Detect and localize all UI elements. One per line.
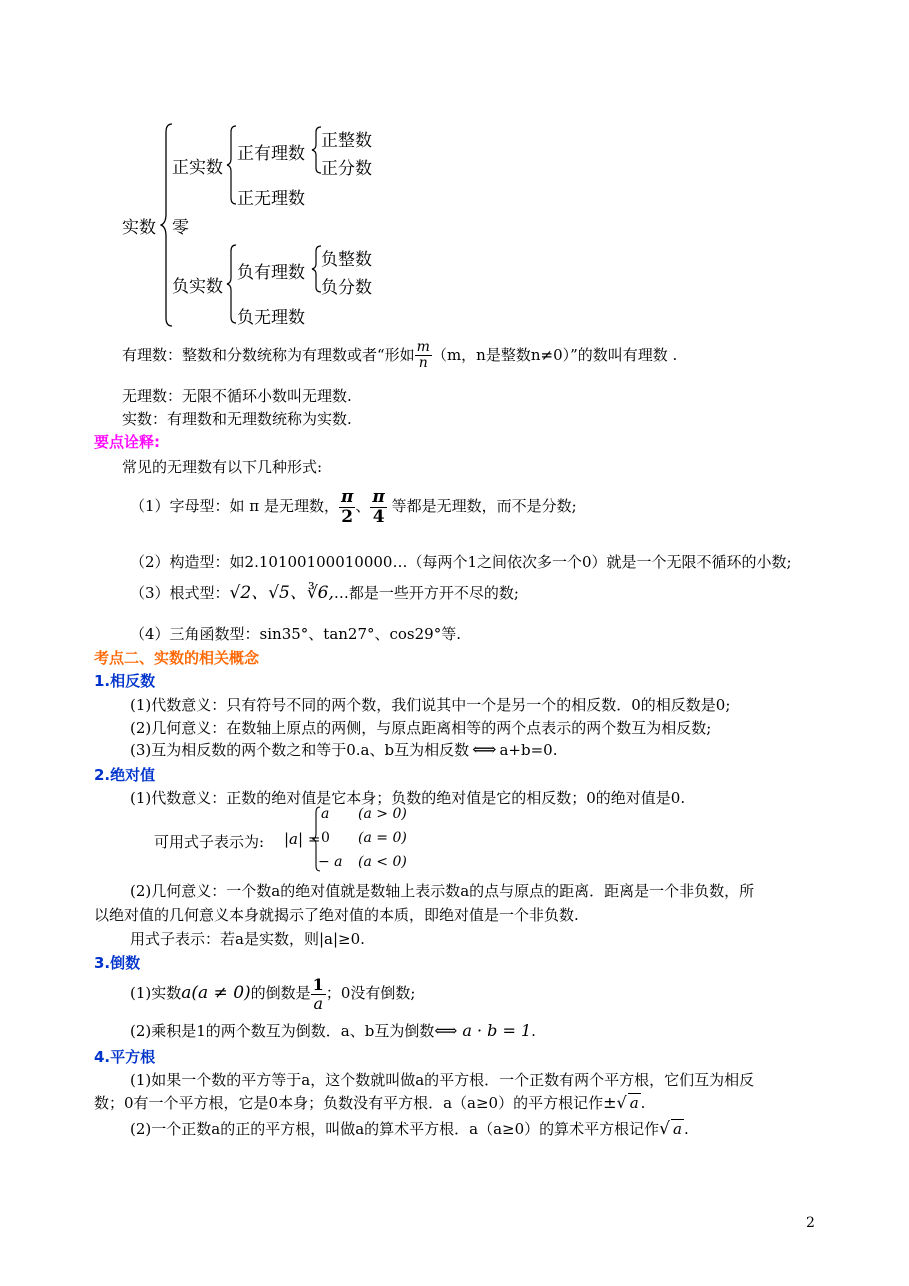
tree-positive: 正实数 — [172, 158, 223, 178]
opposite-line-2: (2)几何意义：在数轴上原点的两侧，与原点距离相等的两个点表示的两个数互为相反数; — [130, 719, 712, 737]
absolute-line-3: 用式子表示：若a是实数，则|a|≥0. — [130, 930, 365, 948]
rational-definition: 有理数：整数和分数统称为有理数或者“形如 $\frac{m}{n}$ （m，n是整数n≠0）”的数叫有理数 . — [122, 339, 678, 372]
page-number: 2 — [806, 1215, 815, 1231]
absolute-line-2a: (2)几何意义：一个数a的绝对值就是数轴上表示数a的点与原点的距离．距离是一个非负数，所 — [130, 882, 755, 900]
pi-over-2-fraction: $\frac{\pi}{2}$ — [340, 487, 354, 527]
arith-sqrt-a-radicand: a — [672, 1120, 682, 1138]
opposite-line-1: (1)代数意义：只有符号不同的两个数，我们说其中一个是另一个的相反数．0的相反数是0; — [130, 696, 731, 714]
sqrt-line-1a: (1)如果一个数的平方等于a，这个数就叫做a的平方根．一个正数有两个平方根，它们互为相反 — [130, 1071, 755, 1089]
tree-negative-rational: 负有理数 — [237, 263, 305, 283]
absolute-line-2b: 以绝对值的几何意义本身就揭示了绝对值的本质，即绝对值是一个非负数. — [94, 906, 579, 924]
notes-item-4: （4）三角函数型：sin35°、tan27°、cos29°等. — [130, 625, 461, 643]
notes-item-1: （1）字母型：如 π 是无理数， $\frac{\pi}{2}$ 、 $\frac{\pi}{4}$ 等都是无理数，而不是分数; — [130, 487, 577, 527]
notes-item-2: （2）构造型：如2.10100100010000…（每两个1之间依次多一个0）就是一个无限不循环的小数; — [130, 553, 792, 571]
a-not-zero-expression: a(a ≠ 0) — [181, 983, 251, 1004]
notes-heading: 要点诠释: — [94, 433, 160, 451]
tree-negative-integer: 负整数 — [321, 250, 372, 270]
absolute-line-1: (1)代数意义：正数的绝对值是它本身；负数的绝对值是它的相反数；0的绝对值是0. — [130, 789, 686, 807]
tree-negative: 负实数 — [172, 277, 223, 297]
section2-heading: 考点二、实数的相关概念 — [94, 649, 260, 667]
notes-intro: 常见的无理数有以下几种形式: — [122, 458, 323, 476]
absolute-title: 2.绝对值 — [94, 766, 156, 784]
tree-negative-fraction: 负分数 — [321, 278, 372, 298]
tree-positive-rational: 正有理数 — [237, 144, 305, 164]
m-over-n-fraction: $\frac{m}{n}$ — [416, 339, 430, 372]
reciprocal-line-1: (1)实数a(a ≠ 0)的倒数是 $\frac{1}{a}$ ；0没有倒数; — [130, 975, 416, 1013]
reciprocal-line-2: (2)乘积是1的两个数互为倒数．a、b互为倒数⟺ a · b = 1. — [130, 1021, 536, 1040]
sqrt-title: 4.平方根 — [94, 1048, 156, 1066]
reciprocal-title: 3.倒数 — [94, 954, 141, 972]
notes-item-3: （3）根式型：√2、√5、∛6,…都是一些开方开不尽的数; — [130, 583, 519, 603]
reciprocal-expression: ⟺ a · b = 1 — [434, 1021, 532, 1040]
irrational-definition: 无理数：无限不循环小数叫无理数. — [122, 387, 352, 405]
absolute-formula-label: 可用式子表示为: — [154, 833, 265, 851]
absolute-formula-lhs: |a| = — [284, 830, 321, 848]
sqrt-line-1b: 数；0有一个平方根，它是0本身；负数没有平方根．a（a≥0）的平方根记作±√ a . — [94, 1093, 646, 1112]
opposite-title: 1.相反数 — [94, 672, 156, 690]
pi-over-4-fraction: $\frac{\pi}{4}$ — [372, 487, 385, 527]
tree-positive-fraction: 正分数 — [321, 159, 372, 179]
sqrt-line-2: (2)一个正数a的正的平方根，叫做a的算术平方根．a（a≥0）的算术平方根记作√ a . — [130, 1119, 689, 1139]
iff-arrow-icon: ⟺ — [472, 740, 497, 760]
tree-zero: 零 — [172, 218, 189, 238]
sqrt-a-radicand: a — [629, 1094, 639, 1112]
tree-positive-irrational: 正无理数 — [237, 189, 305, 209]
opposite-line-3: (3)互为相反数的两个数之和等于0.a、b互为相反数 ⟺ a+b=0. — [130, 740, 558, 760]
radicals-expression: √2、√5、∛6, — [229, 583, 334, 603]
tree-root: 实数 — [122, 218, 156, 238]
real-definition: 实数：有理数和无理数统称为实数. — [122, 410, 352, 428]
tree-negative-irrational: 负无理数 — [237, 308, 305, 328]
tree-positive-integer: 正整数 — [321, 131, 372, 151]
one-over-a-fraction: $\frac{1}{a}$ — [312, 975, 324, 1013]
